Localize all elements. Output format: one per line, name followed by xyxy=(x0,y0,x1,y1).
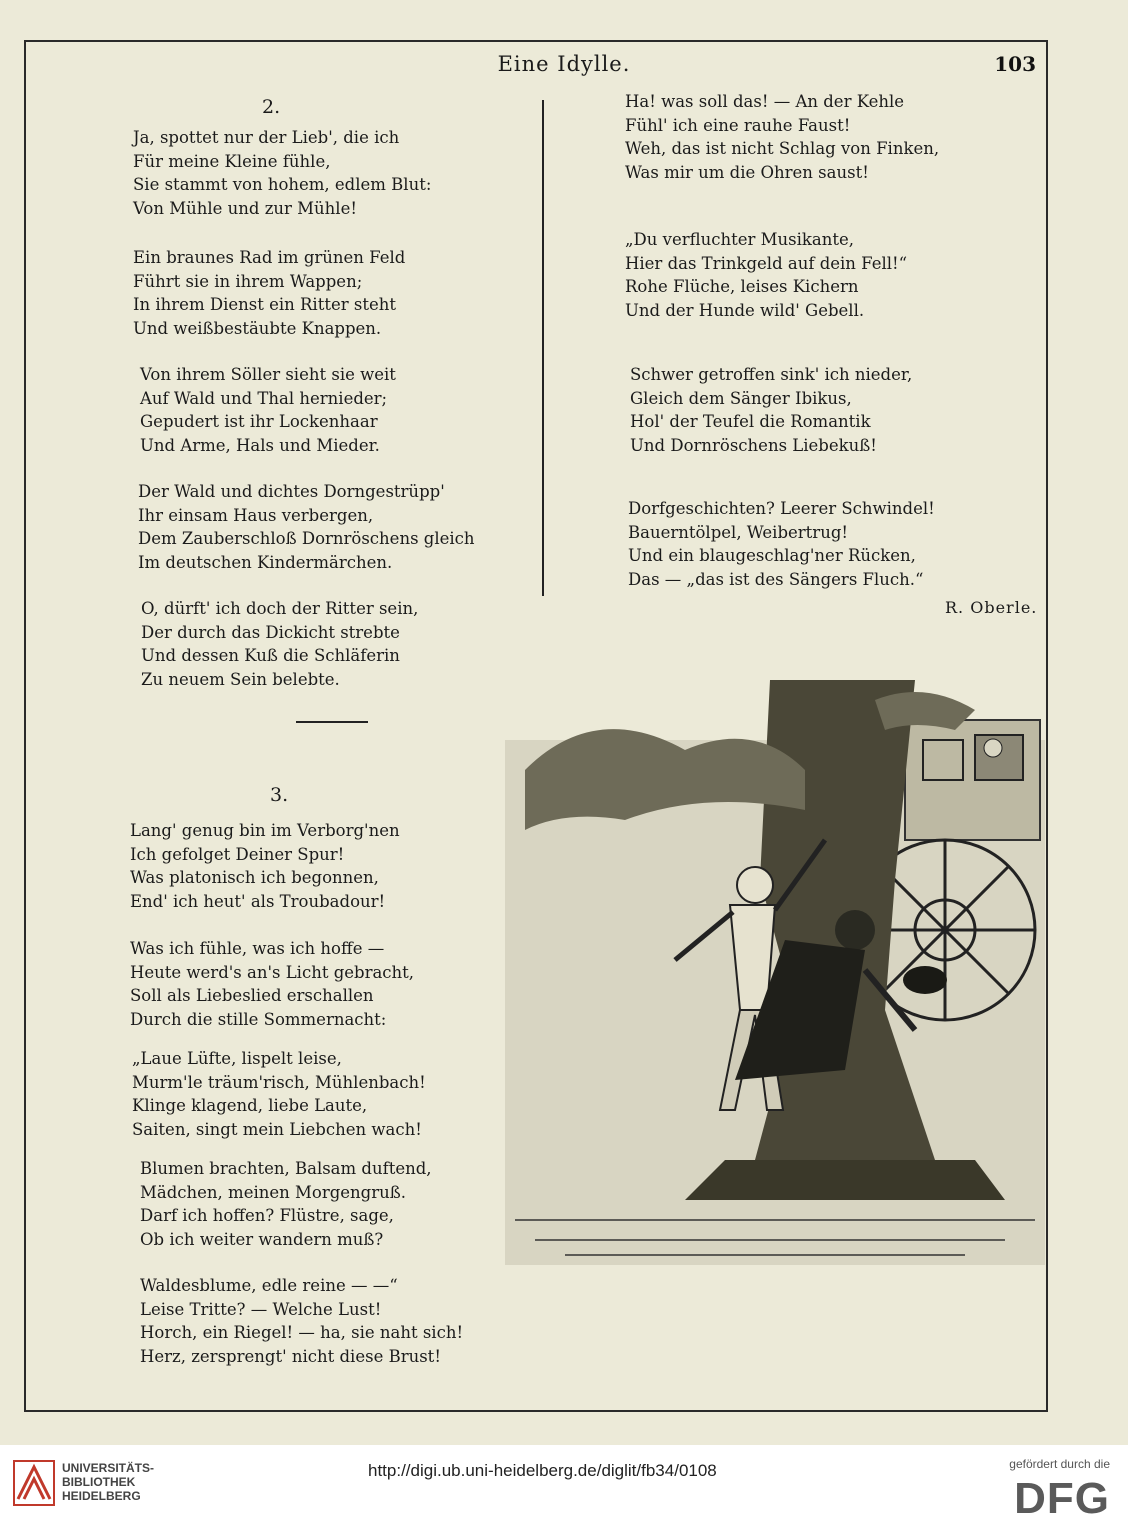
verse-line: Ein braunes Rad im grünen Feld xyxy=(133,248,406,267)
verse-line: Hol' der Teufel die Romantik xyxy=(630,412,871,431)
verse-line: Was mir um die Ohren saust! xyxy=(625,162,869,182)
stanza xyxy=(133,126,431,220)
stanza xyxy=(133,246,405,340)
verse-line: Ob ich weiter wandern muß? xyxy=(140,1229,384,1249)
verse-line: Schwer getroffen sink' ich nieder, xyxy=(630,365,913,384)
verse-line: Murm'le träum'risch, Mühlenbach! xyxy=(132,1072,426,1092)
stanza xyxy=(630,363,912,457)
verse-line: „Laue Lüfte, lispelt leise, xyxy=(132,1049,342,1068)
verse-line: Blumen brachten, Balsam duftend, xyxy=(140,1159,432,1178)
verse-line: O, dürft' ich doch der Ritter sein, xyxy=(141,599,419,618)
verse-line: Und der Hunde wild' Gebell. xyxy=(625,300,865,320)
verse-line: Herz, zersprengt' nicht diese Brust! xyxy=(140,1346,441,1366)
verse-line: Ich gefolget Deiner Spur! xyxy=(130,844,345,864)
verse-line: Der durch das Dickicht strebte xyxy=(141,622,400,642)
stanza xyxy=(141,597,418,691)
verse-line: Ha! was soll das! — An der Kehle xyxy=(625,92,905,111)
verse-line: Heute werd's an's Licht gebracht, xyxy=(130,962,415,982)
verse-line: Was ich fühle, was ich hoffe — xyxy=(130,939,385,958)
footer-bar xyxy=(0,1445,1128,1530)
verse-line: Durch die stille Sommernacht: xyxy=(130,1009,387,1029)
verse-line: Sie stammt von hohem, edlem Blut: xyxy=(133,175,432,194)
stanza xyxy=(140,363,396,457)
stanza xyxy=(140,1274,463,1368)
verse-line: Klinge klagend, liebe Laute, xyxy=(132,1096,368,1115)
stanza xyxy=(132,1047,426,1141)
section-number-3: 3. xyxy=(270,784,289,806)
verse-line: Für meine Kleine fühle, xyxy=(133,151,331,171)
author-signature: R. Oberle. xyxy=(945,598,1038,617)
section-rule xyxy=(296,721,368,723)
funded-by-text: gefördert durch die xyxy=(1009,1457,1110,1471)
stanza xyxy=(130,937,414,1031)
verse-line: Dem Zauberschloß Dornröschens gleich xyxy=(138,529,475,548)
verse-line: Und Dornröschens Liebekuß! xyxy=(630,435,877,455)
verse-line: Horch, ein Riegel! — ha, sie naht sich! xyxy=(140,1323,464,1342)
column-divider xyxy=(542,100,544,596)
verse-line: Mädchen, meinen Morgengruß. xyxy=(140,1182,407,1202)
verse-line: Das — „das ist des Sängers Fluch.“ xyxy=(628,569,924,589)
verse-line: Darf ich hoffen? Flüstre, sage, xyxy=(140,1206,394,1225)
verse-line: Ihr einsam Haus verbergen, xyxy=(138,505,374,525)
verse-line: Fühl' ich eine rauhe Faust! xyxy=(625,115,851,135)
woodcut-illustration xyxy=(505,680,1045,1265)
running-title: Eine Idylle. xyxy=(497,52,631,76)
verse-line: Gepudert ist ihr Lockenhaar xyxy=(140,412,378,431)
verse-line: Und weißbestäubte Knappen. xyxy=(133,318,382,338)
verse-line: Zu neuem Sein belebte. xyxy=(141,669,340,689)
verse-line: Der Wald und dichtes Dorngestrüpp' xyxy=(138,482,445,501)
dfg-logo: DFG xyxy=(1014,1474,1110,1523)
verse-line: Und dessen Kuß die Schläferin xyxy=(141,646,400,665)
verse-line: In ihrem Dienst ein Ritter steht xyxy=(133,295,396,314)
verse-line: Saiten, singt mein Liebchen wach! xyxy=(132,1119,422,1139)
verse-line: Und Arme, Hals und Mieder. xyxy=(140,435,380,455)
verse-line: Im deutschen Kindermärchen. xyxy=(138,552,393,572)
stanza xyxy=(625,228,907,322)
verse-line: Leise Tritte? — Welche Lust! xyxy=(140,1299,382,1319)
verse-line: Bauerntölpel, Weibertrug! xyxy=(628,522,849,542)
stanza xyxy=(140,1157,432,1251)
stanza xyxy=(628,497,935,591)
verse-line: „Du verfluchter Musikante, xyxy=(625,230,855,249)
stanza xyxy=(138,480,475,574)
verse-line: Hier das Trinkgeld auf dein Fell!“ xyxy=(625,253,908,273)
heidelberg-library-logo xyxy=(12,1459,56,1507)
verse-line: Und ein blaugeschlag'ner Rücken, xyxy=(628,546,916,565)
verse-line: Dorfgeschichten? Leerer Schwindel! xyxy=(628,499,935,518)
mill-building xyxy=(905,720,1040,840)
stanza xyxy=(130,819,400,913)
verse-line: Weh, das ist nicht Schlag von Finken, xyxy=(625,139,940,158)
page-number: 103 xyxy=(994,52,1036,76)
verse-line: Von ihrem Söller sieht sie weit xyxy=(140,365,396,384)
verse-line: Auf Wald und Thal hernieder; xyxy=(140,388,388,408)
verse-line: Lang' genug bin im Verborg'nen xyxy=(130,821,400,840)
source-url-link[interactable]: http://digi.ub.uni-heidelberg.de/diglit/fb34/0108 xyxy=(368,1461,717,1480)
stanza xyxy=(625,90,939,184)
verse-line: Was platonisch ich begonnen, xyxy=(130,868,379,887)
verse-line: End' ich heut' als Troubadour! xyxy=(130,891,386,911)
institution-name: UNIVERSITÄTS- BIBLIOTHEK HEIDELBERG xyxy=(62,1461,155,1503)
verse-line: Ja, spottet nur der Lieb', die ich xyxy=(133,128,400,147)
verse-line: Gleich dem Sänger Ibikus, xyxy=(630,388,852,408)
verse-line: Waldesblume, edle reine — —“ xyxy=(140,1276,398,1295)
verse-line: Rohe Flüche, leises Kichern xyxy=(625,277,859,296)
verse-line: Soll als Liebeslied erschallen xyxy=(130,986,374,1005)
section-number-2: 2. xyxy=(262,96,281,118)
verse-line: Führt sie in ihrem Wappen; xyxy=(133,271,363,291)
verse-line: Von Mühle und zur Mühle! xyxy=(133,198,357,218)
